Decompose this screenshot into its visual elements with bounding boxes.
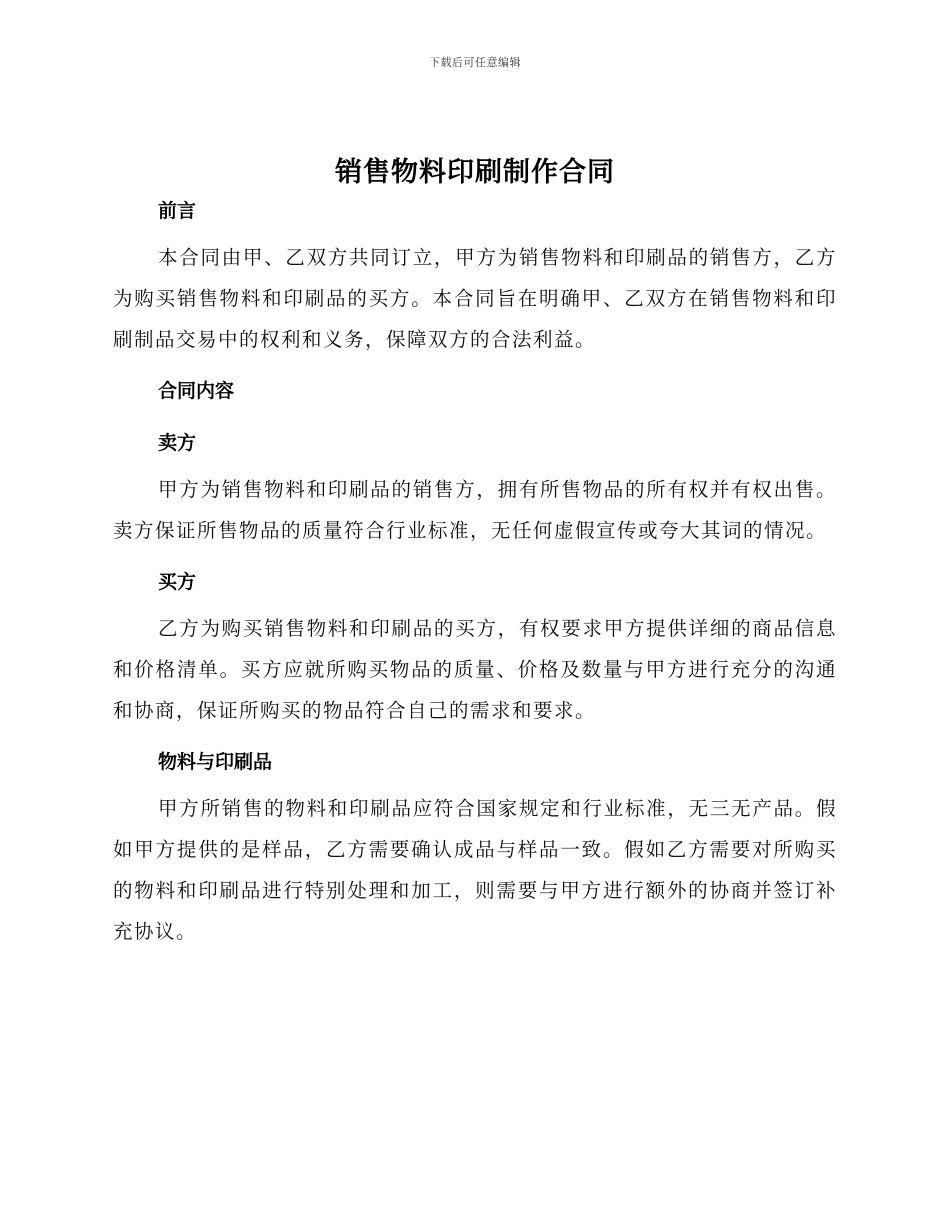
section-heading-seller: 卖方: [158, 432, 197, 454]
section-heading-contract-content: 合同内容: [158, 380, 235, 402]
header-note: 下载后可任意编辑: [429, 56, 521, 69]
section-heading-preface: 前言: [158, 200, 197, 222]
section-paragraph-buyer: 乙方为购买销售物料和印刷品的买方，有权要求甲方提供详细的商品信息和价格清单。买方应就所购买物品的质量、价格及数量与甲方进行充分的沟通和协商，保证所购买的物品符合自己的需求和要求。: [113, 617, 837, 722]
section-heading-buyer: 买方: [158, 571, 197, 593]
section-paragraph-materials: 甲方所销售的物料和印刷品应符合国家规定和行业标准，无三无产品。假如甲方提供的是样品，乙方需要确认成品与样品一致。假如乙方需要对所购买的物料和印刷品进行特别处理和加工，则需要与甲方进行额外的协商并签订补充协议。: [113, 797, 837, 943]
section-heading-materials: 物料与印刷品: [158, 751, 273, 773]
document-title: 销售物料印刷制作合同: [335, 157, 615, 188]
section-paragraph-preface: 本合同由甲、乙双方共同订立，甲方为销售物料和印刷品的销售方，乙方为购买销售物料和印刷品的买方。本合同旨在明确甲、乙双方在销售物料和印刷制品交易中的权利和义务，保障双方的合法利益。: [113, 246, 837, 351]
section-paragraph-seller: 甲方为销售物料和印刷品的销售方，拥有所售物品的所有权并有权出售。卖方保证所售物品的质量符合行业标准，无任何虚假宣传或夸大其词的情况。: [113, 478, 837, 542]
document-body: [113, 196, 837, 952]
